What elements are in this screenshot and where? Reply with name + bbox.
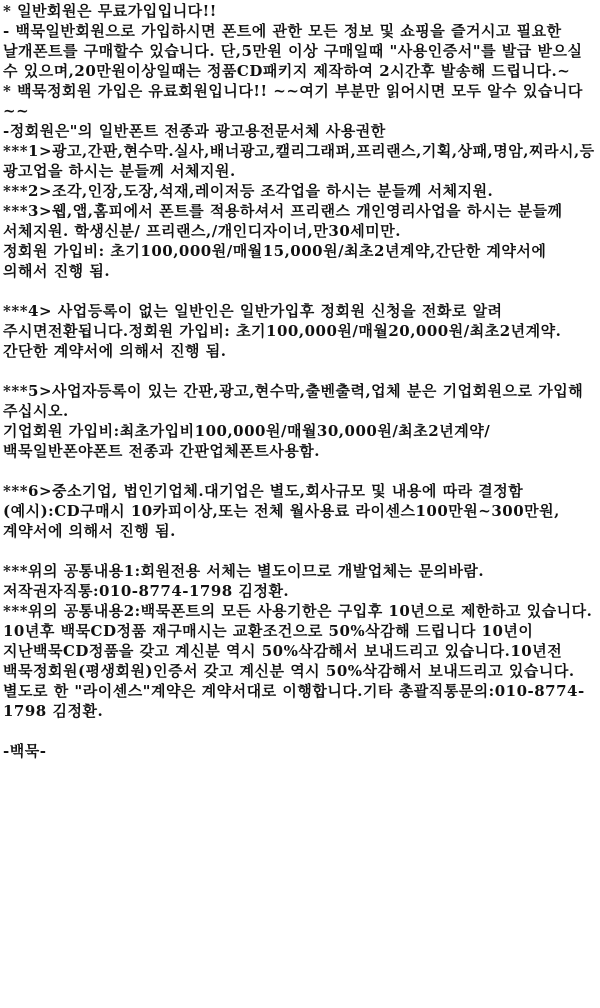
item1-advertising: ***1>광고,간판,현수막.실사,배너광고,캘리그래퍼,프리랜스,기획,상패,명암,찌라시,등: [3, 142, 595, 160]
item3-web-app: ***3>웹,앱,홈피에서 폰트를 적용하셔서 프리랜스 개인영리사업을 하시는 분들께 서체지원. 학생신분/ 프리랜스,/개인디자이너,만30세미만.: [3, 202, 563, 240]
premium-fee-line: 정회원 가입비: 초기100,000원/매월15,000원/최초2년계약,간단한 계약서에 의해서 진행 됨.: [3, 242, 547, 280]
license-contact-line: 별도로 한 "라이센스"계약은 계약서대로 이행합니다.기타 총괄직통문의:010-8774-1798 김정환.: [3, 682, 585, 720]
spacer: [3, 461, 597, 481]
spacer: [3, 361, 597, 381]
free-member-line: * 일반회원은 무료가입입니다!!: [3, 2, 217, 20]
item6-enterprise: ***6>중소기업, 법인기업체.대기업은 별도,회사규모 및 내용에 따라 결정함 (예시):CD구매시 10카피이상,또는 전체 월사용료 라이센스100만원~300만원,계약서에 의해서 진행 됨.: [3, 482, 560, 540]
item2-engraving: ***2>조각,인장,도장,석재,레이저등 조각업을 하시는 분들께 서체지원.: [3, 182, 494, 200]
cd-discount-paragraph: 10년후 백묵CD정품 재구매시는 교환조건으로 50%삭감해 드립니다 10년이 지난백묵CD정품을 갖고 계신분 역시 50%삭감해서 보내드리고 있습니다.10년전 백묵정회원(평생회원)인증서 갖고 계신분 역시 50%삭감해서 보내드리고 있습니다.: [3, 622, 575, 680]
notice-document: [3, 1, 597, 761]
corporate-fee-line: 기업회원 가입비:최초가입비100,000원/매월30,000원/최초2년계약/백묵일반폰야폰트 전종과 간판업체폰트사용함.: [3, 422, 491, 460]
item5-business: ***5>사업자등록이 있는 간판,광고,현수막,출벤출력,업체 분은 기업회원으로 가입해 주십시오.: [3, 382, 584, 420]
common-note-1: ***위의 공통내용1:회원전용 서체는 별도이므로 개발업체는 문의바람. 저작권자직통:010-8774-1798 김정환.: [3, 562, 485, 600]
spacer: [3, 721, 597, 741]
spacer: [3, 281, 597, 301]
premium-member-paragraph: * 백묵정회원 가입은 유료회원입니다!! ~~여기 부분만 읽어시면 모두 알수 있습니다~~: [3, 82, 583, 120]
common-note-2: ***위의 공통내용2:백묵폰트의 모든 사용기한은 구입후 10년으로 제한하고 있습니다.: [3, 602, 593, 620]
item1-support-line: 광고업을 하시는 분들께 서체지원.: [3, 162, 236, 180]
premium-rights-line: -정회원은"의 일반폰트 전종과 광고용전문서체 사용권한: [3, 122, 386, 140]
general-member-paragraph: - 백묵일반회원으로 가입하시면 폰트에 관한 모든 정보 및 쇼핑을 즐거시고 필요한 날개폰트를 구매할수 있습니다. 단,5만원 이상 구매일때 "사용인증서"를 발급 받으실 수 있으며,20만원이상일때는 정품CD패키지 제작하여 2시간후 발송해 드립니다.~: [3, 22, 583, 80]
spacer: [3, 541, 597, 561]
signature-line: -백묵-: [3, 742, 47, 760]
item4-individual: ***4> 사업등록이 없는 일반인은 일반가입후 정회원 신청을 전화로 알려 주시면전환됩니다.정회원 가입비: 초기100,000원/매월20,000원/최초2년계약.간단한 계약서에 의해서 진행 됨.: [3, 302, 562, 360]
